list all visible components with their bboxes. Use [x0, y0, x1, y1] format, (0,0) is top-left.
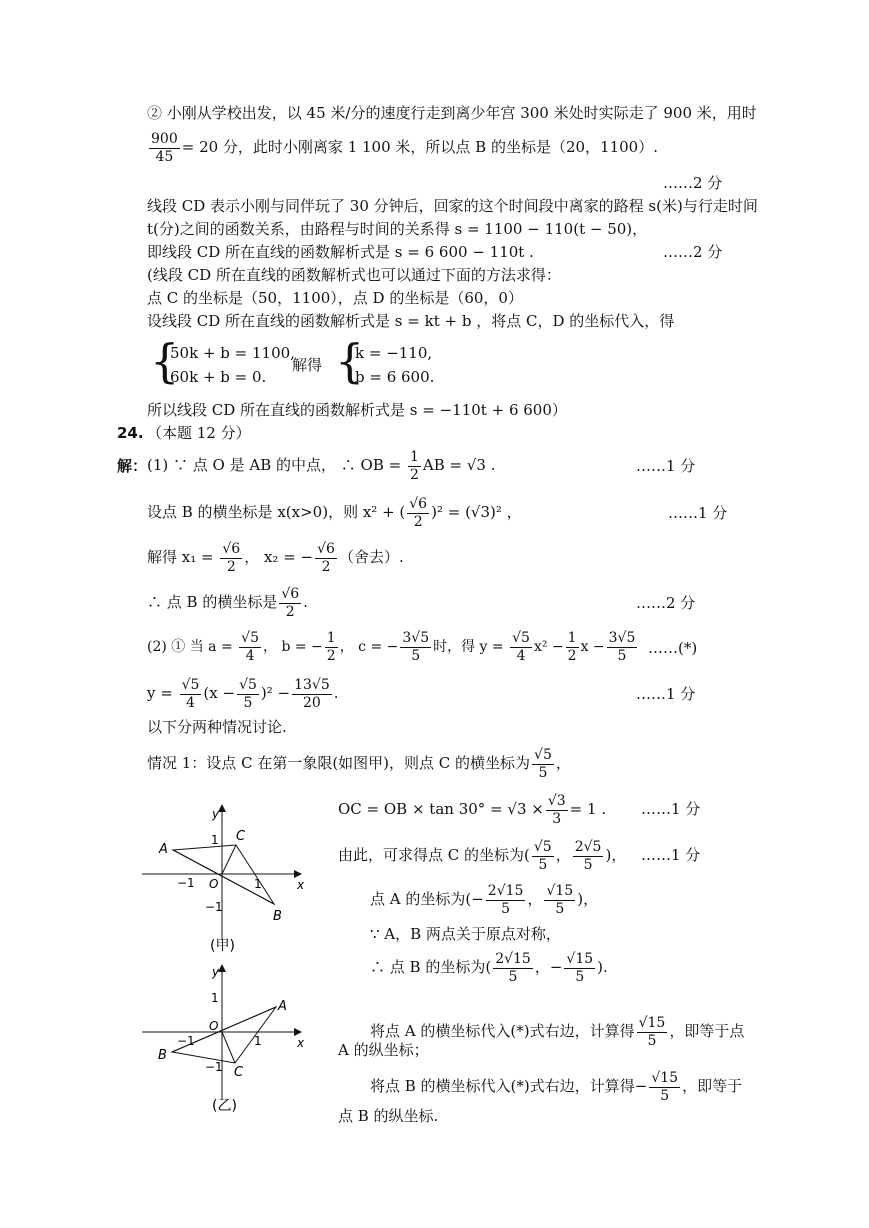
text-line: 设线段 CD 所在直线的函数解析式是 s = kt + b ，将点 C，D 的坐标代入，得: [147, 312, 675, 330]
text-line: 解得: [292, 356, 323, 374]
score-mark: ……1 分: [668, 504, 728, 522]
text-line: 点 C 的坐标是（50，1100），点 D 的坐标是（60，0）: [147, 289, 523, 307]
tick-label: −1: [205, 1060, 223, 1074]
tick-label: 1: [254, 877, 262, 891]
text-line: t(分)之间的函数关系，由路程与时间的关系得 s = 1100 − 110(t − 50)，: [147, 220, 648, 238]
text-line: 点 B 的纵坐标.: [338, 1107, 439, 1125]
text-line: 所以线段 CD 所在直线的函数解析式是 s = −110t + 6 600）: [147, 401, 567, 419]
figure-jia: [140, 800, 310, 955]
x-label: x: [297, 878, 305, 892]
text-line: OC = OB × tan 30° = √3 × $\frac{√3}{3}$ = 1 .: [338, 792, 607, 827]
origin-label: O: [209, 1019, 219, 1033]
text-line: 由此，可求得点 C 的坐标为( $\frac{√5}{5}$ ， $\frac{2√5}{5}$ )，: [338, 838, 627, 873]
left-brace: {: [150, 334, 180, 388]
x-label: x: [297, 1036, 305, 1050]
text-line: 设点 B 的横坐标是 x(x>0)，则 x² + ( $\frac{√6}{2}$ )² = (√3)² ，: [147, 495, 522, 530]
equation: 60k + b = 0.: [170, 368, 267, 386]
text-line: ∵ A，B 两点关于原点对称，: [370, 925, 561, 943]
text-line: 解得 x₁ = $\frac{√6}{2}$ ， x₂ = − $\frac{√6}{2}$ （舍去）.: [147, 540, 404, 575]
figure-caption: (乙): [212, 1098, 237, 1114]
fraction: $\frac{900}{45}$: [151, 130, 178, 165]
text-line: ∴ 点 B 的横坐标是 $\frac{√6}{2}$ .: [147, 585, 308, 620]
segment-oc: [222, 1032, 235, 1063]
tick-label: 1: [211, 833, 219, 847]
text-line: 点 A 的坐标为(− $\frac{2√15}{5}$ ， $\frac{√15}{5}$ )，: [370, 882, 599, 917]
y-label: y: [212, 965, 220, 979]
tick-label: −1: [205, 900, 223, 914]
left-brace: {: [335, 334, 365, 388]
tick-label: −1: [177, 876, 195, 890]
y-label: y: [212, 807, 220, 821]
text-line: ② 小刚从学校出发，以 45 米/分的速度行走到离少年宫 300 米处时实际走了 900 米，用时: [147, 104, 757, 122]
text-line: 将点 A 的横坐标代入(*)式右边，计算得 $\frac{√15}{5}$ ，即等于点: [370, 1014, 745, 1049]
score-mark: ……1 分: [641, 800, 701, 818]
text-line: A 的纵坐标；: [338, 1041, 429, 1059]
question-title: （本题 12 分）: [147, 424, 251, 442]
text-line: 将点 B 的横坐标代入(*)式右边，计算得− $\frac{√15}{5}$ ，即等于: [370, 1069, 743, 1104]
point-label-b: B: [158, 1048, 167, 1063]
score-mark: ……2 分: [663, 174, 723, 192]
equation: 50k + b = 1100,: [170, 344, 295, 362]
score-mark: ……2 分: [636, 594, 696, 612]
text-line: (2) ① 当 a = $\frac{√5}{4}$ ， b = − $\frac{1}{2}$ ， c = − $\frac{3√5}{5}$ 时，得 y = $\frac{√5}{4}$ x² − $\frac{1}{2}$ x − $\frac{3√5}{5}$: [147, 629, 636, 664]
text-line: (1) ∵ 点 O 是 AB 的中点， ∴ OB = $\frac{1}{2}$ AB = √3 .: [147, 448, 496, 483]
figure-caption: (甲): [210, 938, 235, 954]
equation: b = 6 600.: [355, 368, 435, 386]
text-line: 即线段 CD 所在直线的函数解析式是 s = 6 600 − 110t .: [147, 243, 534, 261]
point-label-c: C: [234, 1065, 244, 1080]
tick-label: 1: [254, 1034, 262, 1048]
origin-label: O: [209, 877, 219, 891]
text-line: y = $\frac{√5}{4}$ (x − $\frac{√5}{5}$ )² − $\frac{13√5}{20}$ .: [147, 676, 339, 711]
equation: k = −110,: [355, 344, 433, 362]
score-mark: ……1 分: [636, 685, 696, 703]
tick-label: −1: [177, 1034, 195, 1048]
point-label-a: A: [159, 842, 168, 857]
score-mark: ……2 分: [663, 243, 723, 261]
score-mark: ……1 分: [641, 846, 701, 864]
segment-oc: [222, 845, 236, 874]
point-label-a: A: [278, 999, 287, 1014]
text-line: $\frac{900}{45}$ = 20 分，此时小刚离家 1 100 米，所以点 B 的坐标是（20，1100）.: [151, 130, 658, 165]
figure-yi: [140, 960, 310, 1115]
text-line: 线段 CD 表示小刚与同伴玩了 30 分钟后，回家的这个时间段中离家的路程 s(米)与行走时间: [147, 197, 758, 215]
point-label-c: C: [236, 829, 246, 844]
question-number: 24.: [117, 424, 144, 442]
text-line: ∴ 点 B 的坐标为( $\frac{2√15}{5}$ ，− $\frac{√15}{5}$ ).: [370, 950, 608, 985]
text-line: 以下分两种情况讨论.: [147, 718, 287, 736]
text-line: (线段 CD 所在直线的函数解析式也可以通过下面的方法求得：: [147, 266, 561, 284]
score-mark: ……1 分: [636, 457, 696, 475]
solution-label: 解：: [117, 457, 148, 475]
point-label-b: B: [273, 909, 282, 924]
tick-label: 1: [211, 991, 219, 1005]
text-line: 情况 1：设点 C 在第一象限(如图甲)，则点 C 的横坐标为 $\frac{√5}{5}$ ，: [147, 746, 571, 781]
score-mark: ……(*): [648, 639, 698, 657]
